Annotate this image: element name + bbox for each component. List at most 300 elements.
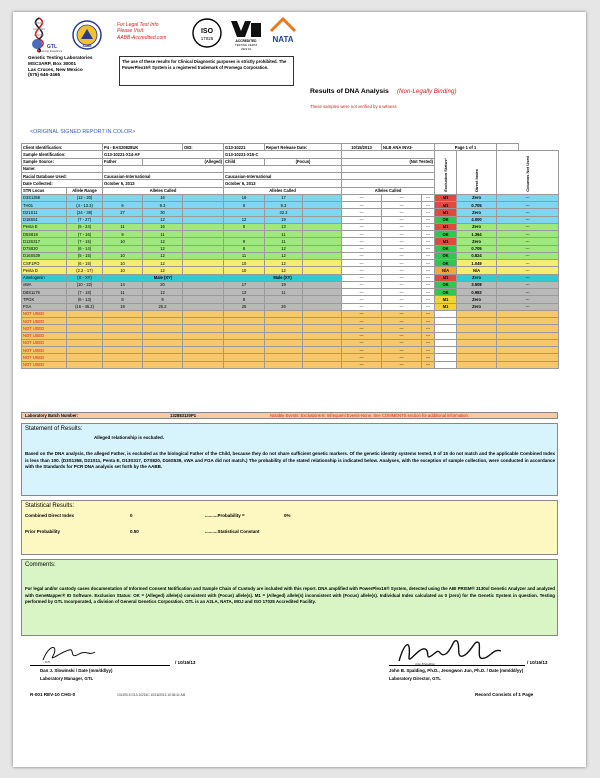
direct-index: 1.364	[457, 231, 497, 238]
allele-range: (7 - 27)	[67, 216, 103, 223]
af-allele-1: 14	[103, 281, 143, 288]
original-color-note: <ORIGINAL SIGNED REPORT IN COLOR>	[30, 129, 136, 135]
child-allele-1: 9	[224, 238, 265, 245]
child-allele-1: 12	[224, 216, 265, 223]
af-allele-pad	[183, 310, 224, 317]
locus-name: TPOX	[22, 296, 67, 303]
af-allele-2: 16	[143, 194, 183, 201]
locus-row	[22, 223, 559, 230]
third-allele-2: ---	[382, 245, 422, 252]
third-allele-2: ---	[382, 325, 422, 332]
af-allele-2: 9	[143, 296, 183, 303]
allele-range	[67, 310, 103, 317]
child-allele-1	[224, 361, 265, 368]
af-allele-2	[143, 325, 183, 332]
direct-index: 0.705	[457, 202, 497, 209]
third-allele-3: ---	[422, 339, 435, 346]
date-collected-label: Date Collected:	[22, 180, 103, 187]
locus-name: Penta E	[22, 223, 67, 230]
third-allele-1: ---	[342, 361, 382, 368]
af-allele-2: 12	[143, 245, 183, 252]
statistical-constant: ..........Statistical Constant	[205, 529, 260, 534]
director-title: Laboratory Director, GTL	[389, 676, 441, 681]
locus-row	[22, 347, 559, 354]
third-allele-1: ---	[342, 267, 382, 274]
af-allele-1: Male (XY)	[103, 274, 224, 281]
af-alleged: (Alleged)	[143, 158, 224, 165]
gtl-text: GTL	[47, 44, 57, 50]
third-allele-3: ---	[422, 202, 435, 209]
direct-index: Zero	[457, 223, 497, 230]
gtl-tagline: Advancing Excellence	[37, 50, 63, 53]
iso-logo-icon	[193, 19, 221, 47]
af-allele-1	[103, 216, 143, 223]
third-allele-3: ---	[422, 325, 435, 332]
third-allele-2: ---	[382, 303, 422, 310]
direct-index: 0.824	[457, 252, 497, 259]
exclusion-status: M1	[435, 296, 457, 303]
child-allele-1	[224, 354, 265, 361]
exclusion-status	[435, 332, 457, 339]
allele-range: (6 - 15)	[67, 260, 103, 267]
direct-index: Zero	[457, 296, 497, 303]
third-allele-2: ---	[382, 274, 422, 281]
locus-row	[22, 354, 559, 361]
columns-not-used-header: Columns Not Used	[497, 151, 559, 195]
third-allele-3: ---	[422, 310, 435, 317]
af-allele-1: 6	[103, 202, 143, 209]
locus-row	[22, 231, 559, 238]
af-allele-1: 10	[103, 260, 143, 267]
af-allele-2: 9.3	[143, 202, 183, 209]
third-allele-2: ---	[382, 260, 422, 267]
accredited-cert-icon	[231, 21, 261, 51]
allele-range: (5 - 15)	[67, 252, 103, 259]
third-allele-1: ---	[342, 289, 382, 296]
exclusion-status: M1	[435, 274, 457, 281]
child-allele-pad	[303, 296, 342, 303]
allele-range	[67, 318, 103, 325]
lab-address: MSC3ARP, Box 30001	[28, 60, 77, 66]
third-allele-3: ---	[422, 281, 435, 288]
exclusion-status: OK	[435, 216, 457, 223]
af-allele-pad	[183, 223, 224, 230]
allele-range: (12 - 20)	[67, 194, 103, 201]
not-used-value: ---	[497, 296, 559, 303]
third-allele-3: ---	[422, 209, 435, 216]
direct-index	[457, 339, 497, 346]
third-allele-2: ---	[382, 289, 422, 296]
statement-lead: Alleged relationship is excluded.	[94, 435, 165, 440]
child-allele-2	[265, 332, 303, 339]
release-date: 10/15/2013	[342, 144, 382, 151]
locus-name: D13S317	[22, 238, 67, 245]
third-allele-1: ---	[342, 354, 382, 361]
form-number: R-001 REV-10 CHG-0	[30, 692, 76, 697]
child-race: Caucasian-International	[224, 173, 342, 180]
child-allele-2: 19	[265, 216, 303, 223]
sample-id-label: Sample Identification:	[22, 151, 103, 158]
direct-index	[457, 318, 497, 325]
allele-range: (7 - 15)	[67, 238, 103, 245]
af-allele-1: 10	[103, 238, 143, 245]
not-used-value: ---	[497, 194, 559, 201]
comments-section	[21, 559, 558, 636]
third-allele-3: ---	[422, 318, 435, 325]
accreditation-logos	[191, 17, 301, 51]
child-allele-pad	[303, 238, 342, 245]
locus-name: Penta D	[22, 267, 67, 274]
af-allele-2: 11	[143, 231, 183, 238]
af-allele-1	[103, 245, 143, 252]
exclusion-status: M1	[435, 194, 457, 201]
third-allele-1: ---	[342, 332, 382, 339]
allele-range: (6 - 13)	[67, 296, 103, 303]
af-allele-2: 16	[143, 223, 183, 230]
allele-range-header: Allele Range	[67, 187, 103, 194]
locus-row	[22, 281, 559, 288]
lab-contact	[28, 55, 123, 78]
af-allele-pad	[183, 325, 224, 332]
af-allele-1	[103, 347, 143, 354]
exclusion-status: OK	[435, 252, 457, 259]
child-allele-pad	[303, 303, 342, 310]
af-sample-id: G13-10221-X14-AF	[103, 151, 224, 158]
direct-index-header: Direct Index	[457, 151, 497, 195]
not-used-value: ---	[497, 274, 559, 281]
direct-index: 4.000	[457, 216, 497, 223]
not-used-value: ---	[497, 252, 559, 259]
allele-range	[67, 354, 103, 361]
af-allele-pad	[183, 289, 224, 296]
third-allele-2: ---	[382, 194, 422, 201]
third-allele-3: ---	[422, 361, 435, 368]
child-allele-1: 5	[224, 223, 265, 230]
child-allele-2: 12	[265, 252, 303, 259]
cdi-value: 0	[130, 513, 133, 518]
locus-name: NOT USED	[22, 325, 67, 332]
allele-range: (4 - 13.3)	[67, 202, 103, 209]
locus-name: FGA	[22, 303, 67, 310]
exclusion-status: M1	[435, 209, 457, 216]
oid-value: G13-10221	[224, 144, 265, 151]
str-results-table	[21, 143, 559, 369]
statement-of-results	[21, 423, 558, 496]
locus-row	[22, 318, 559, 325]
nata-logo-icon	[271, 19, 295, 44]
direct-index: 0.705	[457, 245, 497, 252]
locus-row	[22, 332, 559, 339]
third-allele-1: ---	[342, 310, 382, 317]
allele-range: (10 - 22)	[67, 281, 103, 288]
locus-row	[22, 325, 559, 332]
allele-range: (5 - 24)	[67, 223, 103, 230]
manager-signature	[39, 642, 99, 664]
direct-index	[457, 361, 497, 368]
child-allele-2: 12	[265, 260, 303, 267]
manager-name: Dan J. Slowinski / Date (mm/dd/yy)	[40, 668, 113, 673]
child-allele-1	[224, 347, 265, 354]
child-allele-2	[265, 310, 303, 317]
lab-batch-number: 132883130P1	[170, 413, 197, 418]
name-label: Name:	[22, 165, 103, 172]
af-allele-pad	[183, 303, 224, 310]
child-alleles-header: Alleles Called	[224, 187, 342, 194]
manager-title: Laboratory Manager, GTL	[40, 676, 94, 681]
third-allele-1: ---	[342, 202, 382, 209]
third-allele-1: ---	[342, 223, 382, 230]
af-allele-2	[143, 332, 183, 339]
aabb-text: AABB	[82, 44, 92, 48]
af-allele-pad	[183, 202, 224, 209]
gtl-logo	[25, 17, 111, 53]
not-used-value: ---	[497, 245, 559, 252]
child-allele-pad	[303, 354, 342, 361]
af-allele-pad	[183, 296, 224, 303]
af-allele-1: 11	[103, 289, 143, 296]
client-id-label: Client Identification:	[22, 144, 103, 151]
locus-row	[22, 310, 559, 317]
svg-text:DJS: DJS	[45, 660, 50, 664]
af-allele-pad	[183, 281, 224, 288]
af-allele-2: 30	[143, 209, 183, 216]
third-allele-2: ---	[382, 267, 422, 274]
third-allele-2: ---	[382, 339, 422, 346]
af-allele-1	[103, 361, 143, 368]
af-allele-pad	[183, 347, 224, 354]
exclusion-status	[435, 339, 457, 346]
third-allele-3: ---	[422, 238, 435, 245]
third-allele-3: ---	[422, 245, 435, 252]
exclusion-status-header: Exclusion Status*	[435, 151, 457, 195]
locus-name: Amelogenin	[22, 274, 67, 281]
third-allele-3: ---	[422, 260, 435, 267]
af-allele-1: 8	[103, 296, 143, 303]
af-allele-1: 10	[103, 252, 143, 259]
child-allele-1	[224, 310, 265, 317]
lab-batch-row	[21, 412, 558, 419]
child-allele-2: 11	[265, 231, 303, 238]
locus-name: NOT USED	[22, 354, 67, 361]
third-allele-2: ---	[382, 202, 422, 209]
third-allele-1: ---	[342, 216, 382, 223]
exclusion-status: OK	[435, 289, 457, 296]
not-used-value	[497, 332, 559, 339]
allele-range: (X - XY)	[67, 274, 103, 281]
af-allele-pad	[183, 332, 224, 339]
af-allele-1: 9	[103, 231, 143, 238]
allele-range	[67, 361, 103, 368]
child-allele-2: 12	[265, 245, 303, 252]
af-allele-2: 12	[143, 238, 183, 245]
child-allele-pad	[303, 202, 342, 209]
probability-value: 0%	[284, 513, 291, 518]
child-allele-pad	[303, 216, 342, 223]
child-allele-pad	[303, 194, 342, 201]
locus-name: NOT USED	[22, 318, 67, 325]
child-allele-2: 17	[265, 194, 303, 201]
third-allele-2: ---	[382, 332, 422, 339]
af-source: Father	[103, 158, 143, 165]
not-used-value	[497, 347, 559, 354]
direct-index: 0.983	[457, 289, 497, 296]
child-date: October 6, 2013	[224, 180, 342, 187]
child-allele-pad	[303, 318, 342, 325]
exclusion-status: OK	[435, 260, 457, 267]
third-allele-3: ---	[422, 347, 435, 354]
child-allele-2	[265, 347, 303, 354]
third-allele-3: ---	[422, 231, 435, 238]
clinical-disclaimer: The use of these results for Clinical Diagnostic purposes is strictly prohibited. The PowerPlex16® System is a registered trademark of Promega Corporation.	[119, 56, 294, 86]
not-used-value	[497, 361, 559, 368]
director-sig-line	[389, 665, 525, 666]
not-verified-notice: These samples were not verified by a witness	[310, 104, 397, 109]
locus-row	[22, 267, 559, 274]
direct-index: N/A	[457, 267, 497, 274]
not-used-value: ---	[497, 238, 559, 245]
child-allele-pad	[303, 267, 342, 274]
direct-index: Zero	[457, 303, 497, 310]
page-number: Page 1 of 1	[435, 144, 497, 151]
aabb-link[interactable]: AABB-Accredited.com	[117, 34, 167, 41]
third-allele-3: ---	[422, 332, 435, 339]
exclusion-status: M1	[435, 223, 457, 230]
globe-icon	[32, 39, 42, 49]
third-allele-1: ---	[342, 318, 382, 325]
af-allele-pad	[183, 339, 224, 346]
af-allele-2	[143, 318, 183, 325]
third-allele-1: ---	[342, 209, 382, 216]
child-source: Child	[224, 158, 265, 165]
director-names: John B. Spalding, Ph.D., Jeongwon Jun, Ph.D. / Date (mm/dd/yy)	[389, 668, 524, 673]
child-sample-id: G13-10221-X15-C	[224, 151, 342, 158]
allele-range	[67, 339, 103, 346]
af-allele-pad	[183, 245, 224, 252]
locus-row	[22, 289, 559, 296]
locus-row	[22, 274, 559, 281]
af-allele-2: 12	[143, 289, 183, 296]
af-allele-pad	[183, 354, 224, 361]
child-allele-2: 32.2	[265, 209, 303, 216]
child-allele-1: 8	[224, 296, 265, 303]
allele-range	[67, 347, 103, 354]
not-used-value: ---	[497, 209, 559, 216]
child-focus: (Focus)	[265, 158, 342, 165]
af-date: October 6, 2013	[103, 180, 224, 187]
af-allele-2	[143, 310, 183, 317]
exclusion-status	[435, 325, 457, 332]
af-allele-2	[143, 339, 183, 346]
nata-text: NATA	[272, 35, 294, 44]
child-allele-pad	[303, 339, 342, 346]
allele-range: (7 - 16)	[67, 231, 103, 238]
child-allele-pad	[303, 281, 342, 288]
prior-probability-value: 0.50	[130, 529, 139, 534]
third-allele-3: ---	[422, 274, 435, 281]
third-allele-1: ---	[342, 245, 382, 252]
svg-text:John B Spalding: John B Spalding	[415, 662, 435, 666]
nlb-code: NLB ANA INV3-	[382, 144, 435, 151]
third-allele-1: ---	[342, 260, 382, 267]
child-allele-1: 8	[224, 245, 265, 252]
racial-db-label: Racial Database Used:	[22, 173, 103, 180]
third-allele-1: ---	[342, 347, 382, 354]
af-allele-1	[103, 354, 143, 361]
probability-label: ..........Probability =	[205, 513, 245, 518]
third-allele-3: ---	[422, 303, 435, 310]
af-allele-2: 25.2	[143, 303, 183, 310]
af-allele-1: 27	[103, 209, 143, 216]
child-allele-pad	[303, 231, 342, 238]
allele-range: (24 - 38)	[67, 209, 103, 216]
af-allele-2	[143, 347, 183, 354]
third-allele-1: ---	[342, 339, 382, 346]
child-allele-2	[265, 339, 303, 346]
child-allele-pad	[303, 310, 342, 317]
child-allele-pad	[303, 223, 342, 230]
locus-row	[22, 260, 559, 267]
manager-sig-line	[30, 665, 170, 666]
af-allele-pad	[183, 194, 224, 201]
legal-line-2: Please Visit:	[117, 28, 145, 35]
af-allele-pad	[183, 209, 224, 216]
statement-title: Statement of Results:	[25, 426, 83, 432]
third-allele-2: ---	[382, 347, 422, 354]
locus-name: D18S51	[22, 216, 67, 223]
third-allele-2: ---	[382, 216, 422, 223]
af-allele-pad	[183, 267, 224, 274]
child-allele-2: 11	[265, 238, 303, 245]
third-allele-3: ---	[422, 223, 435, 230]
child-allele-1: 11	[224, 252, 265, 259]
third-allele-2: ---	[382, 281, 422, 288]
third-allele-1: ---	[342, 194, 382, 201]
af-allele-2: 12	[143, 216, 183, 223]
statistics-title: Statistical Results:	[25, 503, 75, 509]
exclusion-status: N/A	[435, 267, 457, 274]
locus-name: D21S11	[22, 209, 67, 216]
locus-name: D7S820	[22, 245, 67, 252]
statement-body: Based on the DNA analysis, the alleged Father, is excluded as the biological Father of the Child, because they do not share sufficient genetic markers. Of the genetic identity systems tested, 8 of 15 do not match and the applicable Combined Index is less than 100. (D3S1358, D21S11, Penta E, D13S317, D7S820, D16S539, vWA and FGA did not match.) The probability of the stated relationship is indicated below. Analyses, with the exception of sample collection, were conducted in accordance with the Standards for PCR DNA analysis set forth by the AABB.	[25, 451, 555, 470]
oid-label: OID:	[183, 144, 224, 151]
comments-body: For legal and/or custody cases documentation of Informed Consent Notification and Sample Chain of Custody are included with this report. DNA amplified with PowerPlex16® System, detected using the ABI PRISM® 3130xl Genetic Analyzer and analyzed with GeneMapper® ID Software. Exclusion Status: OK = (Alleged) allele(s) consistent with (Focus) allele(s). M1 = (Alleged) allele(s) inconsistent with (Focus) allele(s). Individual Index calculated as 0 (zero) for the Genetic System in question. Testing performed by GTL Incorporated, a division of General Genetics Corporation. GTL is an A2LA, NATA, MOJ and ISO 17025 Accredited Facility.	[25, 586, 555, 605]
af-allele-pad	[183, 252, 224, 259]
lab-city: Las Cruces, New Mexico	[28, 66, 83, 72]
child-allele-2	[265, 296, 303, 303]
child-allele-2	[265, 318, 303, 325]
locus-name: CSF1PO	[22, 260, 67, 267]
af-allele-pad	[183, 216, 224, 223]
child-allele-pad	[303, 361, 342, 368]
child-allele-1: 13	[224, 289, 265, 296]
not-used-value	[497, 354, 559, 361]
exclusion-status	[435, 310, 457, 317]
exclusion-status: OK	[435, 281, 457, 288]
child-allele-pad	[303, 245, 342, 252]
third-allele-2: ---	[382, 231, 422, 238]
allele-range	[67, 325, 103, 332]
locus-row	[22, 202, 559, 209]
af-allele-2: 12	[143, 252, 183, 259]
not-used-value	[497, 318, 559, 325]
client-id: P4 - EAS20828UK	[103, 144, 183, 151]
locus-row	[22, 216, 559, 223]
locus-name: NOT USED	[22, 332, 67, 339]
locus-name: D16S539	[22, 252, 67, 259]
locus-name: NOT USED	[22, 310, 67, 317]
child-allele-1: Male (XY)	[224, 274, 342, 281]
third-allele-2: ---	[382, 238, 422, 245]
